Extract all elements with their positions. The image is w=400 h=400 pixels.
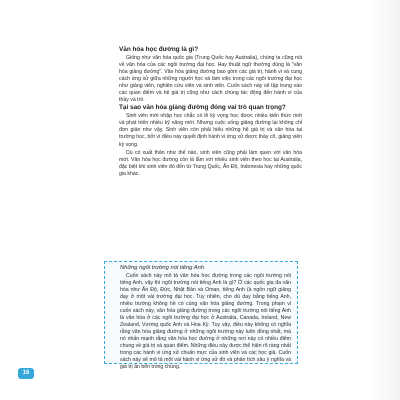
section-what-is-campus-culture [119, 46, 302, 104]
page-number: 16 [18, 368, 34, 379]
paragraph: Sinh viên mới nhập học chắc có lẽ kỳ vọng học được nhiều kiến thức mới và phát triển nhiều kỹ năng mới. Nhưng cuộc sống giảng đường lại không chỉ đơn giản như vậy. Sinh viên còn phải hiểu những hệ giá trị và văn hóa tại trường học, bởi vì điều này quyết định hành vi ứng xử được thầy cô, giảng viên kỳ vọng. [119, 113, 302, 148]
sidebar-box [104, 261, 298, 371]
section-why-important [119, 104, 302, 177]
paragraph: Giống như văn hóa quốc gia (Trung Quốc hay Australia), chúng ta cũng nói về văn hóa của các ngôi trường đại học. Hay thuật ngữ thường dùng là "văn hóa giảng đường". Văn hóa giảng đường bao gồm các giá trị, hành vi và cung cách ứng xử giữa những người học và làm việc trong các ngôi trường đại học như giảng viên, nghiên cứu viên và sinh viên. Cuốn sách này sẽ tập trung vào các quan điểm và hệ giá trị cũng như cách chúng tác động đến hành vi của thầy và trò. [119, 55, 302, 104]
section-heading: Tại sao văn hóa giảng đường đóng vai trò quan trọng? [119, 104, 286, 112]
sidebar-box-title: Những ngôi trường nói tiếng Anh [120, 265, 205, 271]
main-text [119, 46, 302, 178]
paragraph: Dù có xuất thân như thế nào, sinh viên cũng phải làm quen với văn hóa mới. Văn hóa học đường còn là lẫm với nhiều sinh viên theo học tại Australia, đặc biệt khi sinh viên đó đến từ Trung Quốc, Ấn Độ, Indonesia hay những quốc gia khác. [119, 149, 302, 177]
section-heading: Văn hóa học đường là gì? [119, 46, 199, 53]
sidebar-box-body: Cuốn sách này mô tả văn hóa học đường trong các ngôi trường nói tiếng Anh, vậy thì ngôi trường nói tiếng Anh là gì? Ở các quốc gia đa văn hóa như Ấn Độ, Đức, Nhật Bản và Oman, tiếng Anh (à ngôn ngữ giảng dạy ở một vài trường đại học. Tuy nhiên, cho dù dạy bằng tiếng Anh, nhiều trường không hề có cùng văn hóa giảng đường. Trong phạm vi cuốn sách này, văn hóa giảng đường trong các ngôi trường nói tiếng Anh là văn hóa ở các ngôi trường đại học ở Australia, Canada, Ireland, New Zealand, Vương quốc Anh và Hoa Kỳ. Tuy vậy, điều này không có nghĩa rằng văn hóa giảng đường ở những ngôi trường này luôn đồng nhất, mà nó nhấn mạnh rằng văn hóa học đường ở những nơi này có nhiều điểm chung về giá trị và quan điểm. Những điều này được thể hiện rõ ràng nhất trong các hành vi ứng xử chuẩn mực của sinh viên và các học giả. Cuốn sách này sẽ mô tả một vài hành vi ứng xử đó và phân tích sâu ý nghĩa và giá trị ẩn bên trong chúng. [120, 272, 291, 371]
